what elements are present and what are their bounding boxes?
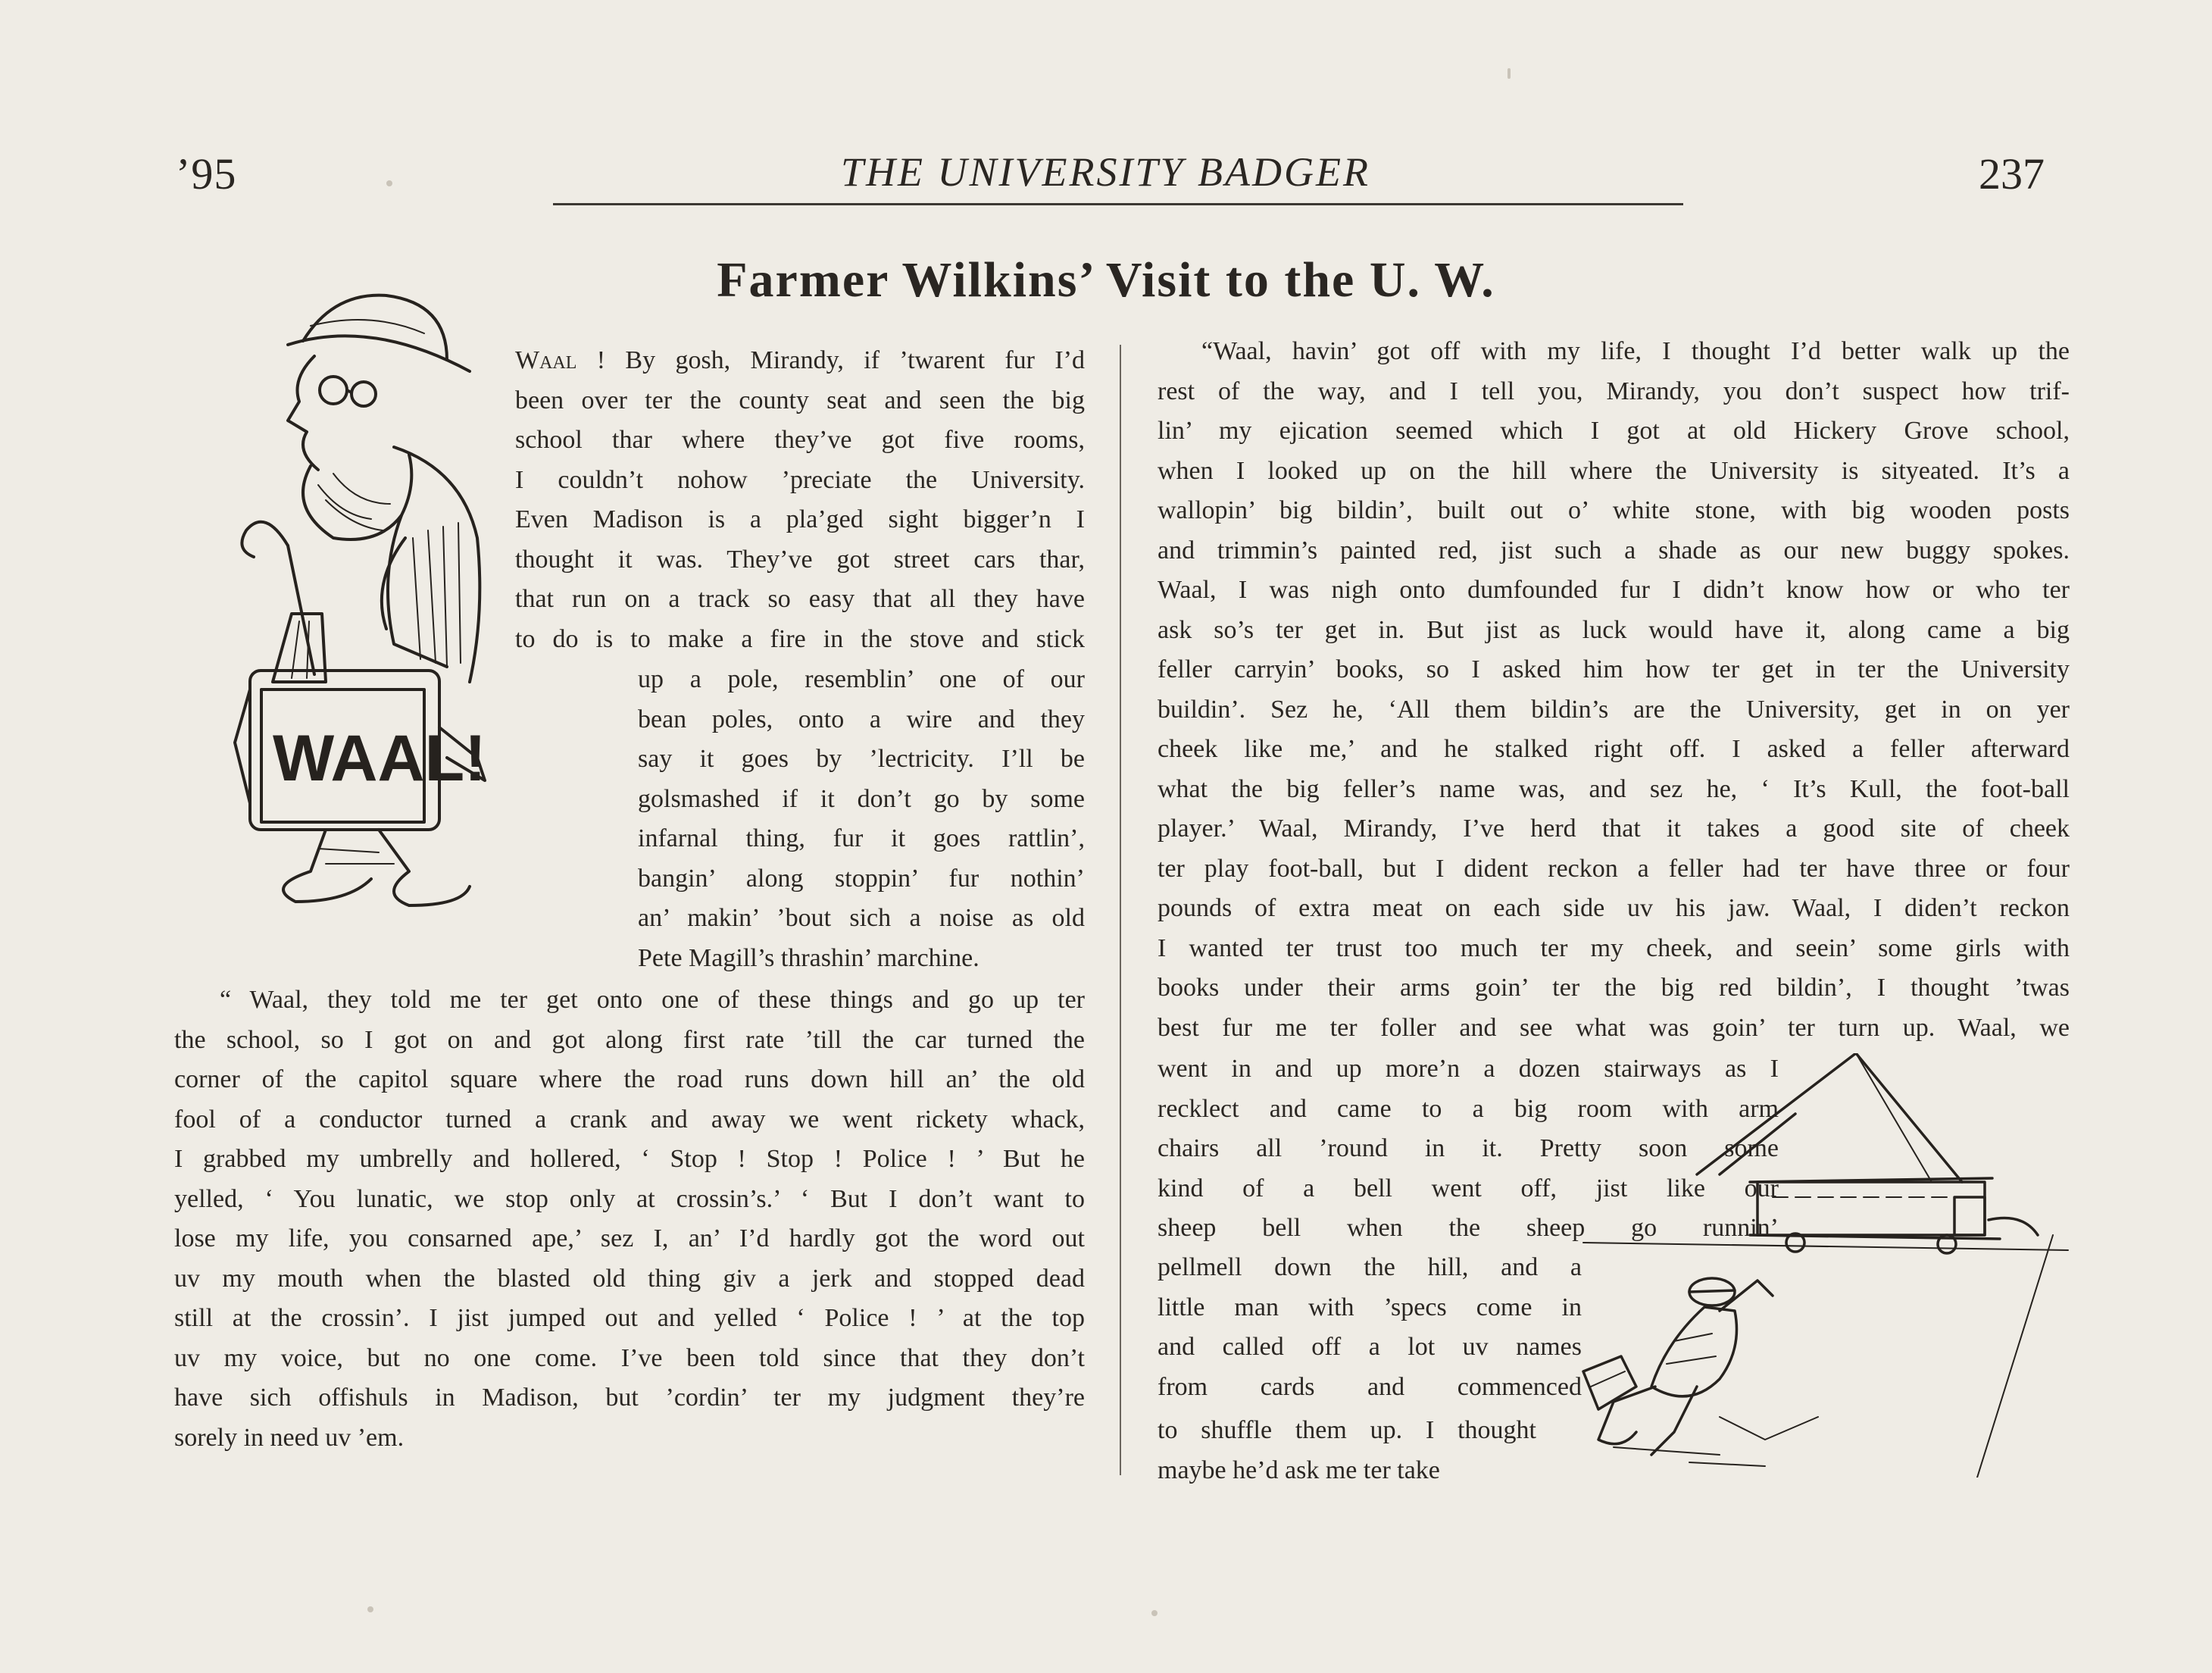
para2-line: sorely in need uv ’em. bbox=[174, 1423, 405, 1452]
para1-line: Even Madison is a pla’ged sight bigger’n I bbox=[515, 505, 1085, 533]
right-line: cheek like me,’ and he stalked right off. I asked a feller afterward bbox=[1158, 735, 2070, 763]
paper-speck bbox=[1507, 68, 1511, 79]
para2-line: the school, so I got on and got along first rate ’till the car turned the bbox=[174, 1025, 1085, 1054]
para1-line: I couldn’t nohow ’preciate the University. bbox=[515, 465, 1085, 494]
paper-speck bbox=[386, 180, 392, 186]
para1-opening-word: Waal bbox=[515, 346, 577, 374]
right-line: “Waal, havin’ got off with my life, I thought I’d better walk up the bbox=[1201, 337, 2070, 365]
para1-line: bangin’ along stoppin’ fur nothin’ bbox=[638, 864, 1085, 893]
right-line: best fur me ter foller and see what was goin’ ter turn up. Waal, we bbox=[1158, 1013, 2070, 1042]
para1-line: school thar where they’ve got five rooms, bbox=[515, 426, 1085, 454]
column-divider bbox=[1120, 345, 1121, 1475]
para1-line: that run on a track so easy that all they have bbox=[515, 585, 1085, 613]
para2-line: yelled, ‘ You lunatic, we stop only at crossin’s.’ ‘ But I don’t want to bbox=[174, 1184, 1085, 1213]
right-column-narrow-c bbox=[1158, 1411, 1536, 1490]
header-year: ’95 bbox=[176, 149, 237, 199]
trolley-illustration bbox=[1568, 1053, 2083, 1478]
para2-line: uv my mouth when the blasted old thing giv a jerk and stopped dead bbox=[174, 1264, 1085, 1293]
para1-line: up a pole, resemblin’ one of our bbox=[638, 665, 1085, 693]
para2-line: corner of the capitol square where the road runs down hill an’ the old bbox=[174, 1065, 1085, 1093]
right-line: lin’ my ejication seemed which I got at old Hickery Grove school, bbox=[1158, 417, 2070, 445]
right-line: recklect and came to a big room with arm bbox=[1158, 1094, 1779, 1123]
right-line: rest of the way, and I tell you, Mirandy, you don’t suspect how trif- bbox=[1158, 377, 2070, 405]
right-line: pounds of extra meat on each side uv his jaw. Waal, I diden’t reckon bbox=[1158, 894, 2070, 922]
para1-line: thought it was. They’ve got street cars thar, bbox=[515, 545, 1085, 574]
para2-line: “ Waal, they told me ter get onto one of these things and go up ter bbox=[220, 986, 1085, 1014]
right-line: ask so’s ter get in. But jist as luck would have it, along came a big bbox=[1158, 615, 2070, 644]
right-line: books under their arms goin’ ter the big red bildin’, I thought ’twas bbox=[1158, 974, 2070, 1002]
para1-line: an’ makin’ ’bout sich a noise as old bbox=[638, 904, 1085, 932]
right-line: ter play foot-ball, but I dident reckon a feller had ter have three or four bbox=[1158, 854, 2070, 883]
right-line: little man with ’specs come in bbox=[1158, 1293, 1582, 1321]
para2-line: I grabbed my umbrelly and hollered, ‘ Stop ! Stop ! Police ! ’ But he bbox=[174, 1145, 1085, 1173]
para1-line: Waal ! By gosh, Mirandy, if ’twarent fur I’d bbox=[515, 346, 1085, 374]
para2-line: fool of a conductor turned a crank and away we went rickety whack, bbox=[174, 1105, 1085, 1134]
right-line: when I looked up on the hill where the University is sityeated. It’s a bbox=[1158, 456, 2070, 485]
paper-speck bbox=[367, 1606, 373, 1612]
story-title: Farmer Wilkins’ Visit to the U. W. bbox=[717, 252, 1495, 308]
left-column-para2 bbox=[174, 980, 1085, 1458]
farmer-sign-text: WAAL! bbox=[273, 722, 486, 795]
right-line: player.’ Waal, Mirandy, I’ve herd that it takes a good site of cheek bbox=[1158, 815, 2070, 843]
right-column-narrow-b bbox=[1158, 1248, 1582, 1407]
right-line: feller carryin’ books, so I asked him how ter get in ter the University bbox=[1158, 655, 2070, 683]
right-line: what the big feller’s name was, and sez he, ‘ It’s Kull, the foot-ball bbox=[1158, 774, 2070, 803]
header-page-number: 237 bbox=[1979, 149, 2045, 199]
para1-line: Pete Magill’s thrashin’ marchine. bbox=[638, 943, 979, 972]
para2-line: lose my life, you consarned ape,’ sez I, an’ I’d hardly got the word out bbox=[174, 1224, 1085, 1252]
header-title: THE UNIVERSITY BADGER bbox=[841, 149, 1370, 195]
left-column-para1-narrow bbox=[638, 660, 1085, 978]
right-line: I wanted ter trust too much ter my cheek, and seein’ some girls with bbox=[1158, 933, 2070, 962]
right-line: kind of a bell went off, jist like our bbox=[1158, 1174, 1779, 1202]
right-line: Waal, I was nigh onto dumfounded fur I didn’t know how or who ter bbox=[1158, 576, 2070, 604]
para1-line: bean poles, onto a wire and they bbox=[638, 705, 1085, 733]
right-column-full-width bbox=[1158, 332, 2070, 1048]
right-line: from cards and commenced bbox=[1158, 1372, 1582, 1401]
para1-line: golsmashed if it don’t go by some bbox=[638, 784, 1085, 813]
para2-line: have sich offishuls in Madison, but ’cordin’ ter my judgment they’re bbox=[174, 1384, 1085, 1412]
para1-line: infarnal thing, fur it goes rattlin’, bbox=[638, 824, 1085, 852]
header-rule bbox=[553, 203, 1683, 205]
right-line: pellmell down the hill, and a bbox=[1158, 1253, 1582, 1281]
para2-line: still at the crossin’. I jist jumped out and yelled ‘ Police ! ’ at the top bbox=[174, 1304, 1085, 1332]
right-line: and trimmin’s painted red, jist such a shade as our new buggy spokes. bbox=[1158, 536, 2070, 564]
right-line: to shuffle them up. I thought bbox=[1158, 1416, 1536, 1444]
right-line: buildin’. Sez he, ‘All them bildin’s are the University, get in on yer bbox=[1158, 695, 2070, 724]
right-line: went in and up more’n a dozen stairways as I bbox=[1158, 1055, 1779, 1083]
right-line: wallopin’ big bildin’, built out o’ white stone, with big wooden posts bbox=[1158, 496, 2070, 524]
right-line: maybe he’d ask me ter take bbox=[1158, 1456, 1440, 1484]
para1-line: say it goes by ’lectricity. I’ll be bbox=[638, 745, 1085, 773]
right-line: chairs all ’round in it. Pretty soon some bbox=[1158, 1134, 1779, 1162]
right-line: and called off a lot uv names bbox=[1158, 1333, 1582, 1361]
paper-speck bbox=[1151, 1610, 1158, 1616]
left-column-para1-top bbox=[515, 341, 1085, 659]
para1-line: been over ter the county seat and seen the big bbox=[515, 386, 1085, 414]
para2-line: uv my voice, but no one come. I’ve been told since that they don’t bbox=[174, 1343, 1085, 1372]
right-line: sheep bell when the sheep go runnin’ bbox=[1158, 1214, 1779, 1242]
para1-line: to do is to make a fire in the stove and stick bbox=[515, 624, 1085, 653]
